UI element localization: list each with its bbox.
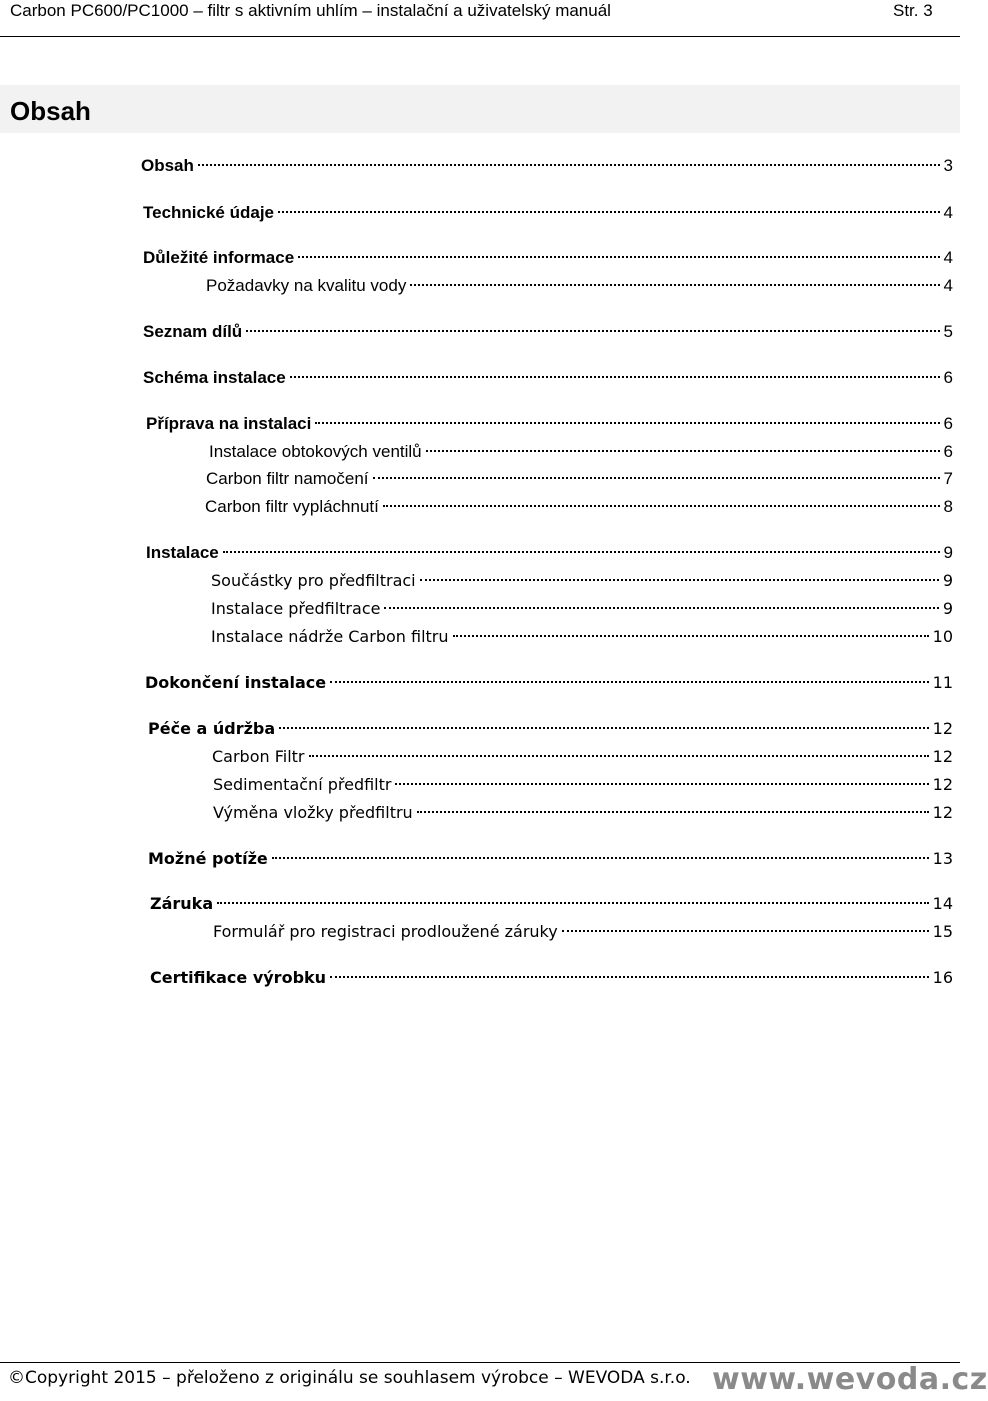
toc-leader-dots [453,635,929,637]
toc-entry[interactable] [211,569,953,593]
toc-entry[interactable] [150,966,953,990]
toc-entry-page: 7 [943,469,953,488]
toc-leader-dots [373,477,940,479]
toc-leader-dots [383,505,940,507]
toc-leader-dots [272,857,929,859]
toc-entry-page: 10 [932,627,953,646]
heading-band [0,85,960,133]
toc-entry-title: Seznam dílů [143,322,243,341]
toc-leader-dots [417,811,929,813]
toc-entry[interactable] [205,495,953,519]
toc-entry-page: 6 [943,368,953,387]
toc-entry-title: Instalace nádrže Carbon filtru [211,627,449,646]
toc-entry[interactable] [143,201,953,225]
toc-leader-dots [278,211,940,213]
toc-entry-title: Záruka [150,894,214,913]
toc-entry-page: 12 [932,775,953,794]
toc-entry-page: 13 [932,849,953,868]
toc-entry-title: Výměna vložky předfiltru [213,803,413,822]
toc-entry-title: Instalace obtokových ventilů [209,442,422,461]
page-footer [0,1362,988,1401]
toc-leader-dots [420,579,939,581]
toc-entry[interactable] [143,320,953,344]
toc-entry-title: Certifikace výrobku [150,968,327,987]
toc-entry-page: 6 [943,414,953,433]
toc-entry-title: Součástky pro předfiltraci [211,571,416,590]
toc-leader-dots [217,902,929,904]
toc-entry-page: 4 [943,276,953,295]
toc-leader-dots [410,284,939,286]
toc-leader-dots [223,551,940,553]
toc-leader-dots [309,755,929,757]
toc-entry-page: 6 [943,442,953,461]
document-title: Carbon PC600/PC1000 – filtr s aktivním uhlím – instalační a uživatelský manuál [10,1,611,20]
toc-entry-page: 9 [942,599,953,618]
toc-entry-page: 12 [932,803,953,822]
toc-leader-dots [384,607,938,609]
toc-entry[interactable] [211,625,953,649]
toc-entry-title: Sedimentační předfiltr [213,775,392,794]
toc-entry-title: Carbon filtr vypláchnutí [205,497,379,516]
toc-leader-dots [198,164,940,166]
toc-entry-title: Instalace předfiltrace [211,599,381,618]
toc-entry[interactable] [206,274,953,298]
toc-entry[interactable] [209,440,953,464]
website-logo: www.wevoda.cz [712,1362,988,1397]
toc-entry-page: 14 [932,894,953,913]
toc-entry-title: Formulář pro registraci prodloužené záruky [213,922,558,941]
toc-entry-title: Dokončení instalace [145,673,327,692]
toc-leader-dots [298,256,939,258]
toc-entry-page: 12 [932,747,953,766]
toc-entry-page: 9 [942,571,953,590]
toc-entry[interactable] [143,246,953,270]
page-header [0,0,960,37]
toc-leader-dots [315,422,939,424]
toc-entry-title: Požadavky na kvalitu vody [206,276,407,295]
page-number: Str. 3 [893,1,933,20]
toc-entry-page: 15 [932,922,953,941]
toc-entry[interactable] [148,847,953,871]
toc-leader-dots [562,930,929,932]
toc-entry[interactable] [213,773,953,797]
toc-leader-dots [246,330,939,332]
toc-entry-title: Obsah [141,156,194,175]
toc-entry-title: Příprava na instalaci [146,414,312,433]
toc-entry[interactable] [212,745,953,769]
toc-entry-title: Instalace [146,543,219,562]
toc-entry-page: 3 [943,156,953,175]
toc-entry-page: 5 [943,322,953,341]
toc-entry[interactable] [211,597,953,621]
toc-entry-title: Možné potíže [148,849,268,868]
section-heading: Obsah [10,96,91,126]
toc-leader-dots [290,376,940,378]
toc-entry-page: 4 [943,248,953,267]
toc-entry[interactable] [146,541,953,565]
copyright-notice: ©Copyright 2015 – přeloženo z originálu se souhlasem výrobce – WEVODA s.r.o. [8,1368,691,1388]
toc-entry[interactable] [146,412,953,436]
toc-leader-dots [330,681,929,683]
toc-entry[interactable] [141,154,953,178]
toc-entry[interactable] [213,801,953,825]
toc-entry-title: Důležité informace [143,248,295,267]
toc-leader-dots [330,976,929,978]
toc-leader-dots [279,727,928,729]
toc-entry[interactable] [145,671,953,695]
toc-entry[interactable] [148,717,953,741]
toc-entry-title: Carbon Filtr [212,747,305,766]
toc-leader-dots [426,450,940,452]
toc-entry[interactable] [143,366,953,390]
toc-entry-title: Péče a údržba [148,719,276,738]
toc-entry-page: 11 [932,673,953,692]
toc-entry-title: Carbon filtr namočení [206,469,369,488]
toc-entry-page: 9 [943,543,953,562]
toc-leader-dots [395,783,928,785]
toc-entry-page: 4 [943,203,953,222]
toc-entry-page: 8 [943,497,953,516]
toc-entry[interactable] [206,467,953,491]
toc-entry-page: 16 [932,968,953,987]
toc-entry[interactable] [150,892,953,916]
toc-entry-page: 12 [932,719,953,738]
toc-entry-title: Technické údaje [143,203,275,222]
toc-entry-title: Schéma instalace [143,368,286,387]
toc-entry[interactable] [213,920,953,944]
